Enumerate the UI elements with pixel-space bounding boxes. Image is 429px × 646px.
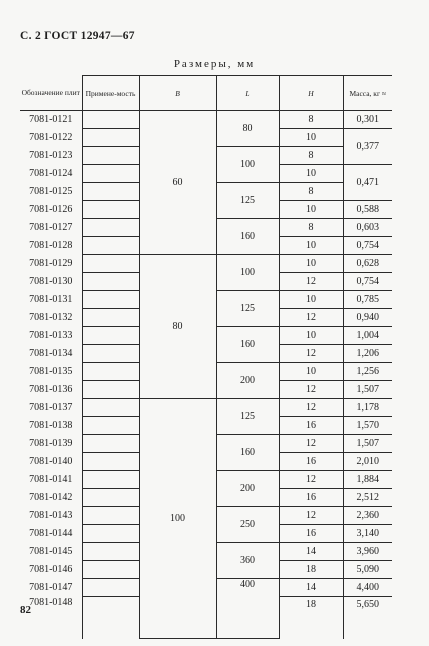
l-cell: 100 xyxy=(216,147,279,183)
mass-cell: 0,377 xyxy=(343,129,392,165)
application-cell xyxy=(82,111,139,129)
mass-cell: 0,628 xyxy=(343,255,392,273)
designation-cell: 7081-0138 xyxy=(20,417,82,435)
h-cell: 10 xyxy=(279,237,343,255)
page-header: С. 2 ГОСТ 12947—67 xyxy=(20,30,135,42)
mass-cell: 2,360 xyxy=(343,507,392,525)
mass-cell: 0,471 xyxy=(343,165,392,201)
mass-cell: 3,960 xyxy=(343,543,392,561)
application-cell xyxy=(82,255,139,273)
application-cell xyxy=(82,507,139,525)
application-cell xyxy=(82,273,139,291)
mass-cell: 5,650 xyxy=(343,597,392,639)
designation-cell: 7081-0137 xyxy=(20,399,82,417)
application-cell xyxy=(82,453,139,471)
l-cell: 200 xyxy=(216,471,279,507)
l-cell: 160 xyxy=(216,435,279,471)
h-cell: 10 xyxy=(279,129,343,147)
application-cell xyxy=(82,597,139,639)
mass-cell: 0,754 xyxy=(343,237,392,255)
designation-cell: 7081-0123 xyxy=(20,147,82,165)
designation-cell: 7081-0140 xyxy=(20,453,82,471)
h-cell: 16 xyxy=(279,453,343,471)
col-l-header: L xyxy=(216,76,279,111)
designation-cell: 7081-0126 xyxy=(20,201,82,219)
mass-cell: 1,178 xyxy=(343,399,392,417)
page-number: 82 xyxy=(20,604,31,616)
l-cell: 400 xyxy=(216,579,279,639)
application-cell xyxy=(82,345,139,363)
application-cell xyxy=(82,291,139,309)
mass-cell: 0,603 xyxy=(343,219,392,237)
h-cell: 8 xyxy=(279,219,343,237)
col-mass-header: Масса, кг ≈ xyxy=(343,76,392,111)
col-b-header: B xyxy=(139,76,216,111)
h-cell: 12 xyxy=(279,273,343,291)
h-cell: 12 xyxy=(279,309,343,327)
designation-cell: 7081-0129 xyxy=(20,255,82,273)
h-cell: 12 xyxy=(279,435,343,453)
col-h-header: H xyxy=(279,76,343,111)
mass-cell: 0,785 xyxy=(343,291,392,309)
l-cell: 360 xyxy=(216,543,279,579)
h-cell: 16 xyxy=(279,489,343,507)
application-cell xyxy=(82,165,139,183)
designation-cell: 7081-0142 xyxy=(20,489,82,507)
mass-cell: 1,004 xyxy=(343,327,392,345)
application-cell xyxy=(82,129,139,147)
application-cell xyxy=(82,579,139,597)
l-cell: 160 xyxy=(216,327,279,363)
application-cell xyxy=(82,489,139,507)
designation-cell: 7081-0148 xyxy=(20,597,82,639)
application-cell xyxy=(82,183,139,201)
h-cell: 12 xyxy=(279,507,343,525)
designation-cell: 7081-0130 xyxy=(20,273,82,291)
h-cell: 12 xyxy=(279,471,343,489)
l-cell: 200 xyxy=(216,363,279,399)
designation-cell: 7081-0145 xyxy=(20,543,82,561)
table-row xyxy=(20,111,392,129)
table-row xyxy=(20,255,392,273)
h-cell: 8 xyxy=(279,147,343,165)
h-cell: 8 xyxy=(279,183,343,201)
h-cell: 8 xyxy=(279,111,343,129)
application-cell xyxy=(82,561,139,579)
application-cell xyxy=(82,381,139,399)
designation-cell: 7081-0146 xyxy=(20,561,82,579)
designation-cell: 7081-0124 xyxy=(20,165,82,183)
application-cell xyxy=(82,237,139,255)
designation-cell: 7081-0131 xyxy=(20,291,82,309)
designation-cell: 7081-0147 xyxy=(20,579,82,597)
l-cell: 125 xyxy=(216,399,279,435)
l-cell: 160 xyxy=(216,219,279,255)
l-cell: 80 xyxy=(216,111,279,147)
mass-cell: 1,884 xyxy=(343,471,392,489)
table-row xyxy=(20,399,392,417)
mass-cell: 0,754 xyxy=(343,273,392,291)
application-cell xyxy=(82,327,139,345)
h-cell: 10 xyxy=(279,165,343,183)
h-cell: 12 xyxy=(279,345,343,363)
mass-cell: 2,010 xyxy=(343,453,392,471)
l-cell: 250 xyxy=(216,507,279,543)
h-cell: 12 xyxy=(279,399,343,417)
application-cell xyxy=(82,471,139,489)
l-cell: 125 xyxy=(216,291,279,327)
h-cell: 16 xyxy=(279,525,343,543)
designation-cell: 7081-0143 xyxy=(20,507,82,525)
dimensions-table xyxy=(20,75,392,639)
mass-cell: 5,090 xyxy=(343,561,392,579)
designation-cell: 7081-0121 xyxy=(20,111,82,129)
h-cell: 14 xyxy=(279,579,343,597)
table-header-row xyxy=(20,76,392,111)
b-cell: 80 xyxy=(139,255,216,399)
designation-cell: 7081-0134 xyxy=(20,345,82,363)
h-cell: 10 xyxy=(279,363,343,381)
mass-cell: 0,588 xyxy=(343,201,392,219)
designation-cell: 7081-0128 xyxy=(20,237,82,255)
application-cell xyxy=(82,147,139,165)
h-cell: 10 xyxy=(279,327,343,345)
l-cell: 100 xyxy=(216,255,279,291)
application-cell xyxy=(82,543,139,561)
mass-cell: 1,570 xyxy=(343,417,392,435)
h-cell: 12 xyxy=(279,381,343,399)
b-cell: 100 xyxy=(139,399,216,639)
col-designation-header: Обозначение плит xyxy=(20,76,82,111)
application-cell xyxy=(82,201,139,219)
application-cell xyxy=(82,399,139,417)
l-cell: 125 xyxy=(216,183,279,219)
mass-cell: 2,512 xyxy=(343,489,392,507)
h-cell: 14 xyxy=(279,543,343,561)
designation-cell: 7081-0139 xyxy=(20,435,82,453)
mass-cell: 1,507 xyxy=(343,381,392,399)
application-cell xyxy=(82,363,139,381)
designation-cell: 7081-0125 xyxy=(20,183,82,201)
mass-cell: 1,206 xyxy=(343,345,392,363)
h-cell: 10 xyxy=(279,291,343,309)
h-cell: 18 xyxy=(279,597,343,639)
mass-cell: 3,140 xyxy=(343,525,392,543)
application-cell xyxy=(82,525,139,543)
designation-cell: 7081-0144 xyxy=(20,525,82,543)
mass-cell: 0,940 xyxy=(343,309,392,327)
mass-cell: 1,256 xyxy=(343,363,392,381)
application-cell xyxy=(82,219,139,237)
designation-cell: 7081-0133 xyxy=(20,327,82,345)
col-application-header: Примене-мость xyxy=(82,76,139,111)
application-cell xyxy=(82,417,139,435)
designation-cell: 7081-0135 xyxy=(20,363,82,381)
h-cell: 10 xyxy=(279,201,343,219)
h-cell: 18 xyxy=(279,561,343,579)
h-cell: 16 xyxy=(279,417,343,435)
designation-cell: 7081-0136 xyxy=(20,381,82,399)
designation-cell: 7081-0127 xyxy=(20,219,82,237)
designation-cell: 7081-0132 xyxy=(20,309,82,327)
mass-cell: 4,400 xyxy=(343,579,392,597)
h-cell: 10 xyxy=(279,255,343,273)
table-caption: Размеры, мм xyxy=(173,58,256,70)
designation-cell: 7081-0122 xyxy=(20,129,82,147)
mass-cell: 1,507 xyxy=(343,435,392,453)
b-cell: 60 xyxy=(139,111,216,255)
mass-cell: 0,301 xyxy=(343,111,392,129)
application-cell xyxy=(82,309,139,327)
application-cell xyxy=(82,435,139,453)
designation-cell: 7081-0141 xyxy=(20,471,82,489)
